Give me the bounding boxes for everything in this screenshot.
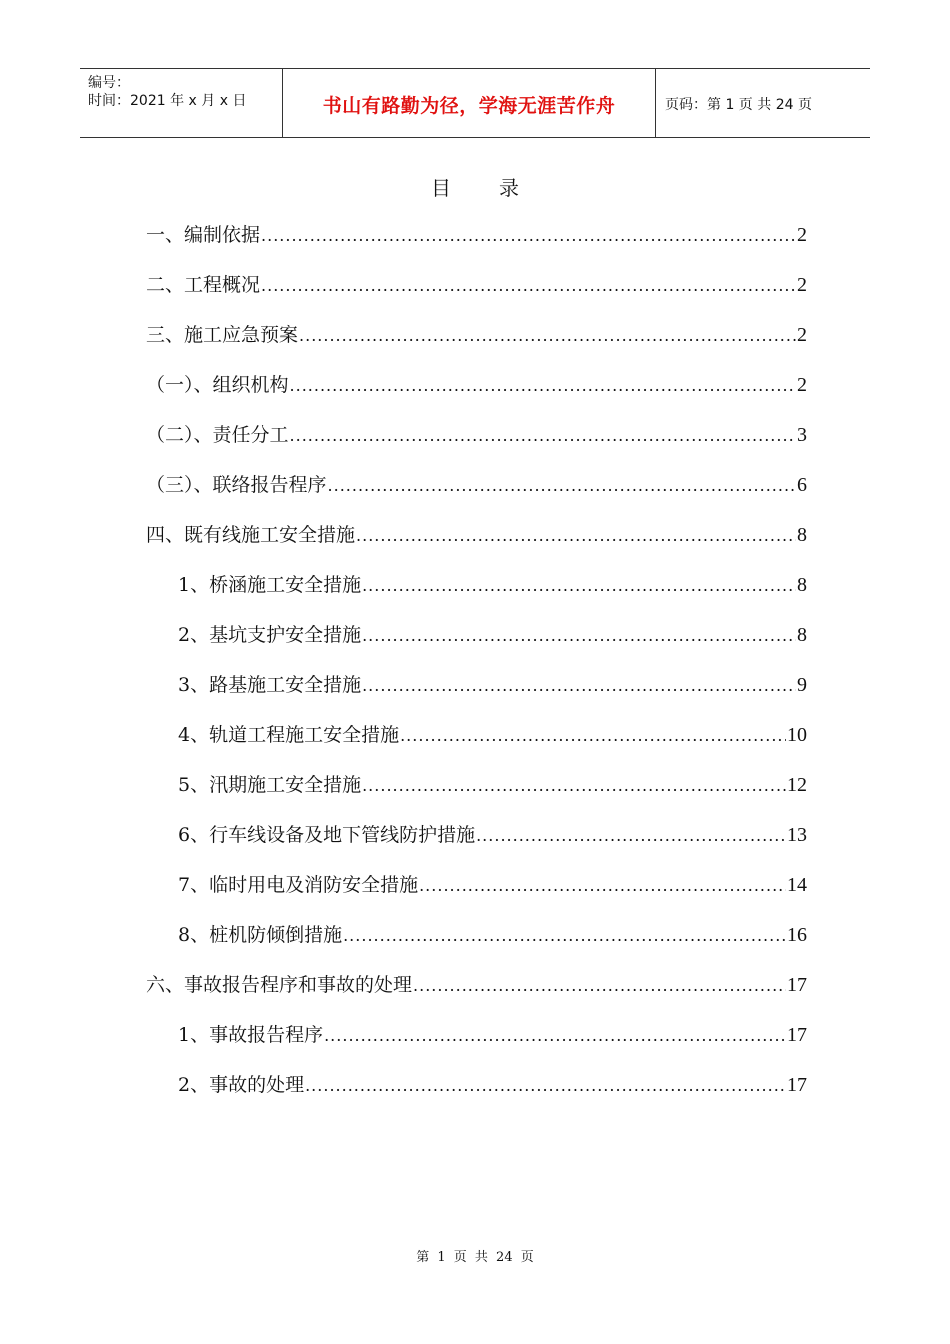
toc-entry-page: 17 [787,974,807,996]
toc-entry-page: 8 [797,524,807,546]
toc-entry-label: 5、汛期施工安全措施 [178,774,362,796]
toc-leader-dots [299,323,796,349]
toc-leader-dots [305,1073,786,1099]
toc-leader-dots [362,623,796,649]
toc-entry[interactable] [178,672,807,699]
toc-entry[interactable] [146,222,807,249]
toc-entry[interactable] [178,1022,807,1049]
toc-entry-page: 16 [787,924,807,946]
toc-entry[interactable] [178,622,807,649]
toc-entry[interactable] [178,1072,807,1099]
toc-entry-label: 三、施工应急预案 [146,324,299,346]
toc-entry-page: 8 [797,574,807,596]
header-left-cell [80,69,282,137]
toc-entry-page: 2 [797,324,807,346]
toc-leader-dots [261,223,796,249]
toc-entry-label: 2、事故的处理 [178,1074,305,1096]
toc-entry-label: 2、基坑支护安全措施 [178,624,362,646]
toc-entry-page: 6 [797,474,807,496]
toc-entry[interactable] [178,572,807,599]
toc-entry[interactable] [146,372,807,399]
toc-leader-dots [419,873,786,899]
toc-entry-label: 1、事故报告程序 [178,1024,324,1046]
toc-leader-dots [290,423,796,449]
toc-entry-label: 7、临时用电及消防安全措施 [178,874,419,896]
document-header [80,68,870,138]
toc-entry-label: 二、工程概况 [146,274,261,296]
toc-entry-page: 14 [787,874,807,896]
header-page-info: 页码：第 1 页 共 24 页 [665,97,812,113]
toc-entry-page: 12 [787,774,807,796]
toc-leader-dots [362,673,796,699]
toc-leader-dots [290,373,796,399]
toc-entry-label: （三）、联络报告程序 [146,474,327,496]
toc-entry[interactable] [146,322,807,349]
toc-entry-label: （二）、责任分工 [146,424,289,446]
toc-entry-page: 9 [797,674,807,696]
toc-entry-page: 8 [797,624,807,646]
toc-entry-label: 4、轨道工程施工安全措施 [178,724,400,746]
number-label: 编号： [88,75,130,91]
toc-entry-page: 3 [797,424,807,446]
toc-entry-label: 六、事故报告程序和事故的处理 [146,974,413,996]
toc-leader-dots [400,723,786,749]
toc-entry-label: （一）、组织机构 [146,374,289,396]
toc-entry-label: 一、编制依据 [146,224,261,246]
toc-entry[interactable] [178,872,807,899]
toc-leader-dots [328,473,796,499]
toc-entry[interactable] [178,772,807,799]
toc-leader-dots [476,823,786,849]
toc-entry-page: 13 [787,824,807,846]
toc-leader-dots [324,1023,786,1049]
toc-entry-label: 3、路基施工安全措施 [178,674,362,696]
toc-leader-dots [261,273,796,299]
toc-entry-page: 2 [797,274,807,296]
toc-entry[interactable] [178,822,807,849]
time-label: 时间：2021 年 x 月 x 日 [88,93,247,109]
page-footer: 第 1 页 共 24 页 [416,1250,534,1265]
toc-entry-label: 1、桥涵施工安全措施 [178,574,362,596]
toc-leader-dots [356,523,796,549]
toc-entry[interactable] [178,922,807,949]
toc-title: 目录 [431,176,567,200]
toc-entry[interactable] [146,272,807,299]
header-center-cell [282,69,656,137]
toc-leader-dots [413,973,786,999]
toc-entry-label: 四、既有线施工安全措施 [146,524,356,546]
toc-entry-label: 8、桩机防倾倒措施 [178,924,343,946]
toc-entry-page: 2 [797,224,807,246]
toc-entry[interactable] [146,472,807,499]
toc-entry[interactable] [178,722,807,749]
toc-entry[interactable] [146,522,807,549]
header-motto: 书山有路勤为径，学海无涯苦作舟 [322,95,616,117]
toc-entry-page: 17 [787,1024,807,1046]
toc-entry-label: 6、行车线设备及地下管线防护措施 [178,824,476,846]
toc-entry[interactable] [146,422,807,449]
toc-entry-page: 17 [787,1074,807,1096]
header-right-cell [655,69,870,137]
toc-leader-dots [362,573,796,599]
toc-entry-page: 2 [797,374,807,396]
toc-leader-dots [362,773,786,799]
toc-entry-page: 10 [787,724,807,746]
toc-entry[interactable] [146,972,807,999]
toc-leader-dots [343,923,786,949]
